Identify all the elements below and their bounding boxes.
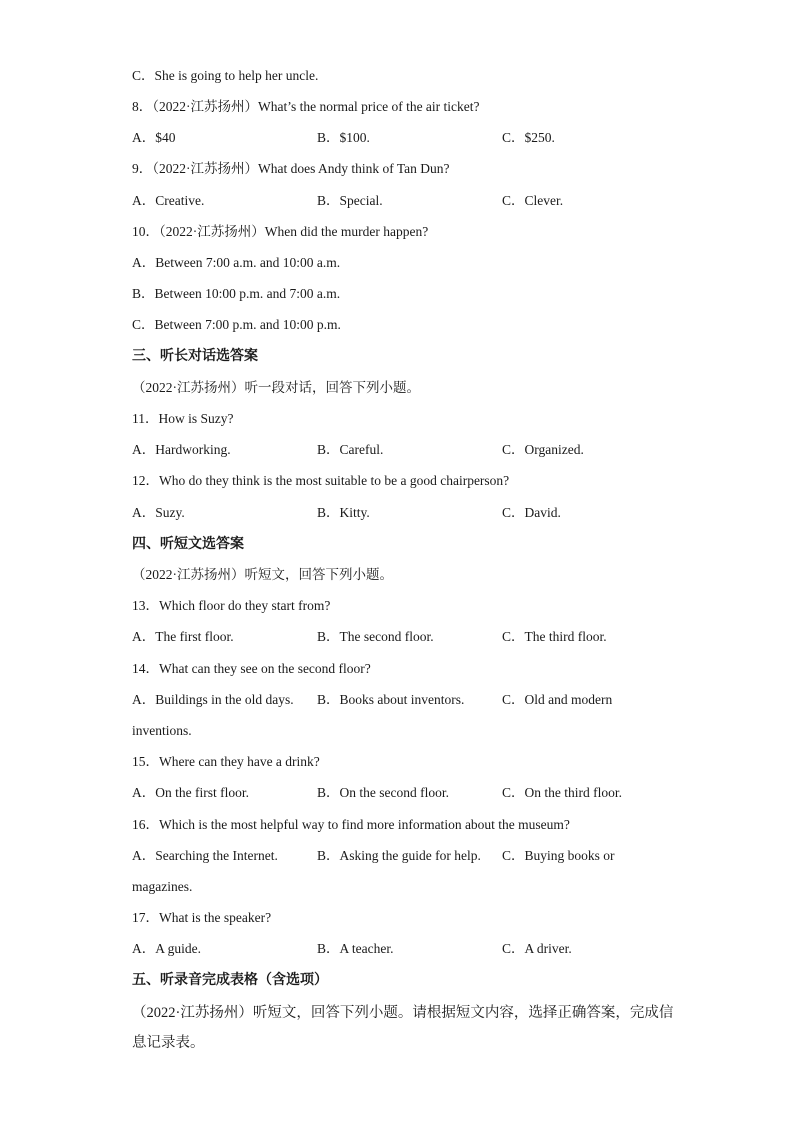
q15-option-c: C．On the third floor. [502,785,622,800]
q13-option-b: B．The second floor. [317,629,434,644]
question-16: 16．Which is the most helpful way to find more information about the museum? [132,817,570,832]
q16-option-b: B．Asking the guide for help. [317,848,481,863]
question-10: 10．（2022·江苏扬州）When did the murder happen? [132,224,429,239]
q14-option-b: B．Books about inventors. [317,692,465,707]
q9-option-b: B．Special. [317,193,383,208]
question-17: 17．What is the speaker? [132,910,272,925]
q17-option-a: A．A guide. [132,941,201,956]
section-5-heading: 五、听录音完成表格（含选项） [132,972,328,988]
section-3-heading: 三、听长对话选答案 [132,348,258,364]
q12-option-b: B．Kitty. [317,505,370,520]
q15-option-b: B．On the second floor. [317,785,449,800]
q9-option-a: A．Creative. [132,193,205,208]
section-4-heading: 四、听短文选答案 [132,536,244,552]
question-13: 13．Which floor do they start from? [132,598,331,613]
q16-option-a: A．Searching the Internet. [132,848,278,863]
section-4-intro: （2022·江苏扬州）听短文，回答下列小题。 [132,567,393,582]
q14-option-a: A．Buildings in the old days. [132,692,294,707]
q12-option-c: C．David. [502,505,561,520]
q13-option-c: C．The third floor. [502,629,607,644]
question-12: 12．Who do they think is the most suitable to be a good chairperson? [132,473,510,488]
q12-option-a: A．Suzy. [132,505,185,520]
question-15: 15．Where can they have a drink? [132,754,320,769]
question-9: 9．（2022·江苏扬州）What does Andy think of Tan Dun? [132,161,450,176]
q14-option-c-continued: inventions. [132,723,192,738]
q15-option-a: A．On the first floor. [132,785,249,800]
q8-option-b: B．$100. [317,130,370,145]
section-5-intro-line-1: （2022·江苏扬州）听短文，回答下列小题。请根据短文内容，选择正确答案，完成信 [132,1005,674,1021]
q8-option-a: A．$40 [132,130,176,145]
q16-option-c-continued: magazines. [132,879,193,894]
q13-option-a: A．The first floor. [132,629,234,644]
q11-option-a: A．Hardworking. [132,442,231,457]
q16-option-c: C．Buying books or [502,848,615,863]
q10-option-a: A．Between 7:00 a.m. and 10:00 a.m. [132,255,341,270]
q10-option-b: B．Between 10:00 p.m. and 7:00 a.m. [132,286,341,301]
section-5-intro-line-2: 息记录表。 [132,1035,205,1051]
section-3-intro: （2022·江苏扬州）听一段对话，回答下列小题。 [132,380,420,395]
q14-option-c: C．Old and modern [502,692,613,707]
q11-option-b: B．Careful. [317,442,384,457]
question-8: 8．（2022·江苏扬州）What’s the normal price of the air ticket? [132,99,480,114]
q10-option-c: C．Between 7:00 p.m. and 10:00 p.m. [132,317,341,332]
q17-option-b: B．A teacher. [317,941,394,956]
question-11: 11．How is Suzy? [132,411,234,426]
q7-option-c: C．She is going to help her uncle. [132,68,319,83]
q17-option-c: C．A driver. [502,941,572,956]
question-14: 14．What can they see on the second floor? [132,661,371,676]
q11-option-c: C．Organized. [502,442,584,457]
q8-option-c: C．$250. [502,130,555,145]
q9-option-c: C．Clever. [502,193,564,208]
